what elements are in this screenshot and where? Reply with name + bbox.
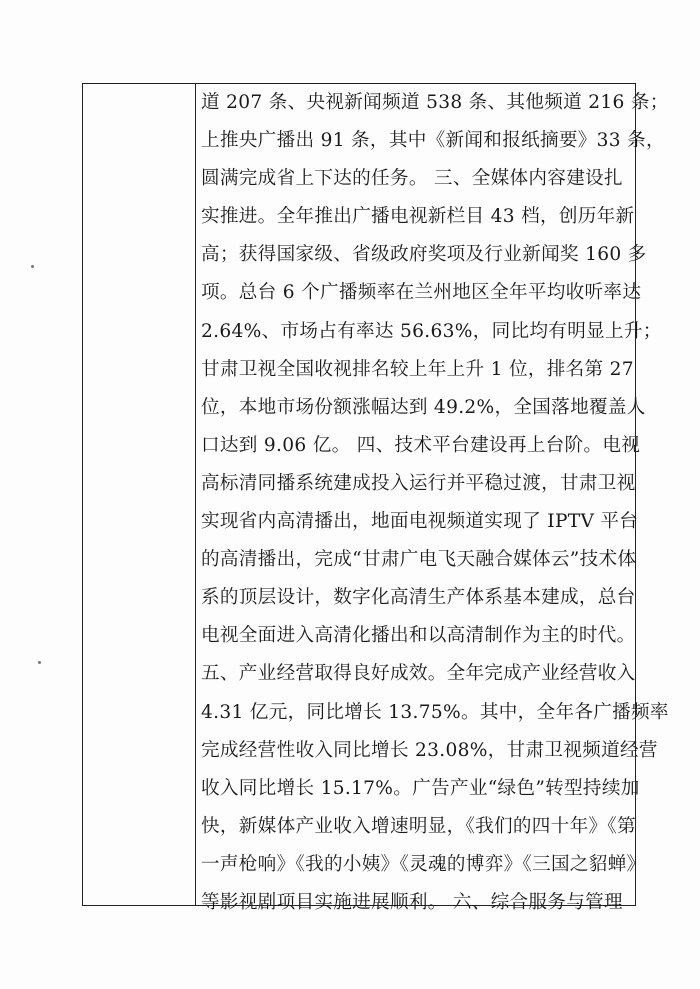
text-line: 系的顶层设计，数字化高清生产体系基本建成，总台 <box>201 587 636 609</box>
text-line: 的高清播出，完成“甘肃广电飞天融合媒体云”技术体 <box>201 549 637 571</box>
text-line: 高标清同播系统建成投入运行并平稳过渡，甘肃卫视 <box>201 472 636 494</box>
text-line: 快，新媒体产业收入增速明显，《我们的四十年》《第 <box>201 815 636 837</box>
text-line: 完成经营性收入同比增长 23.08%，甘肃卫视频道经营 <box>201 739 658 761</box>
text-line: 电视全面进入高清化播出和以高清制作为主的时代。 <box>201 625 636 647</box>
text-line: 实推进。全年推出广播电视新栏目 43 档，创历年新 <box>201 206 635 228</box>
text-line: 口达到 9.06 亿。 四、技术平台建设再上台阶。电视 <box>201 434 641 456</box>
text-line: 甘肃卫视全国收视排名较上年上升 1 位，排名第 27 <box>201 358 634 380</box>
text-line: 高；获得国家级、省级政府奖项及行业新闻奖 160 多 <box>201 244 647 266</box>
text-line: 4.31 亿元，同比增长 13.75%。其中，全年各广播频率 <box>201 701 669 723</box>
text-line: 圆满完成省上下达的任务。 三、全媒体内容建设扎 <box>201 168 623 190</box>
text-line: 2.64%、市场占有率达 56.63%，同比均有明显上升； <box>201 320 662 342</box>
text-line: 上推央广播出 91 条，其中《新闻和报纸摘要》33 条， <box>201 130 665 152</box>
text-line: 实现省内高清播出，地面电视频道实现了 IPTV 平台 <box>201 511 639 533</box>
text-line: 位，本地市场份额涨幅达到 49.2%，全国落地覆盖人 <box>201 396 646 418</box>
text-line: 五、产业经营取得良好成效。全年完成产业经营收入 <box>201 663 636 685</box>
text-line: 收入同比增长 15.17%。广告产业“绿色”转型持续加 <box>201 777 640 799</box>
column-divider <box>195 83 196 906</box>
scan-speck <box>38 661 41 664</box>
table-label-cell <box>83 84 194 904</box>
table-content-cell <box>201 84 669 913</box>
text-line: 一声枪响》《我的小姨》《灵魂的博弈》《三国之貂蝉》 <box>201 853 646 875</box>
text-line: 项。总台 6 个广播频率在兰州地区全年平均收听率达 <box>201 282 642 304</box>
text-line: 等影视剧项目实施进展顺利。 六、综合服务与管理 <box>201 891 623 913</box>
scan-speck <box>31 265 34 268</box>
text-line: 道 207 条、央视新闻频道 538 条、其他频道 216 条； <box>201 92 669 113</box>
